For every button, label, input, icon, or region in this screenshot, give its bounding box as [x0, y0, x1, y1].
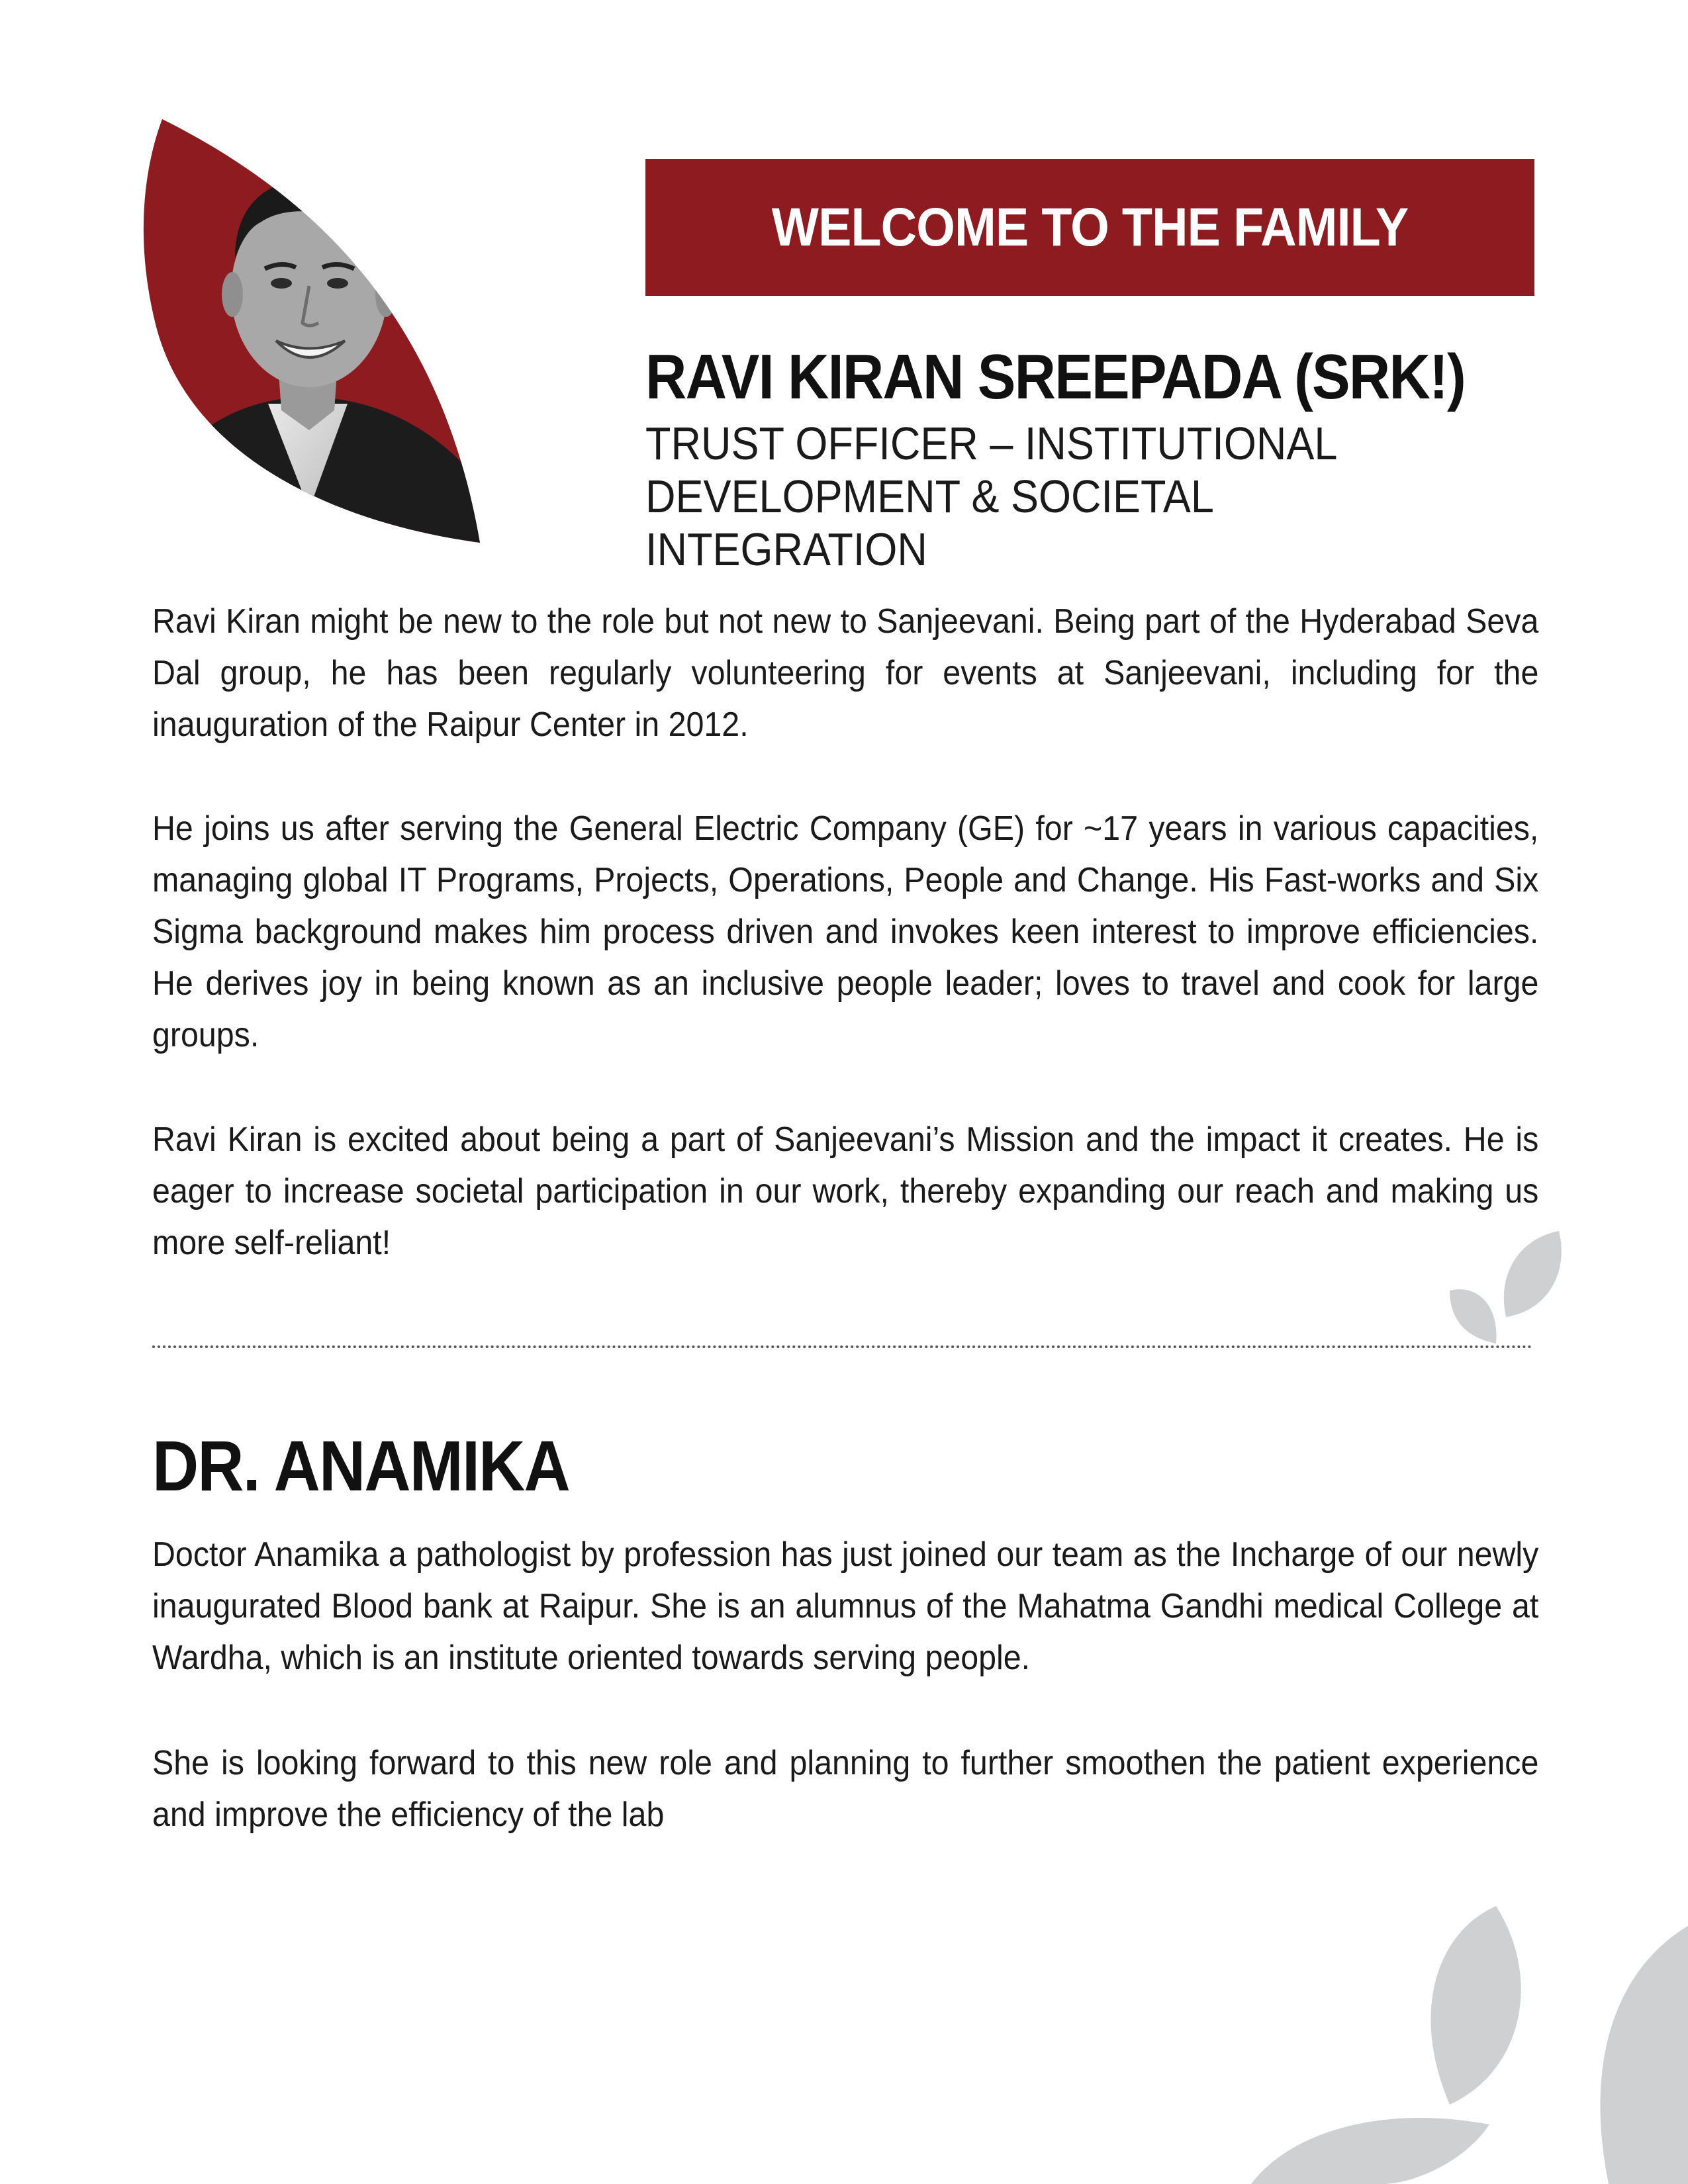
bio-paragraph-2: He joins us after serving the General Electric Company (GE) for ~17 years in various capacities, managing global IT Programs, Projects, Operations, People and Change. His Fast-works and Six Sigma background makes him process driven and invokes keen interest to improve efficiencies. He derives joy in being known as an inclusive people leader; loves to travel and cook for large groups. [152, 809, 1539, 1054]
person-role-line-1: TRUST OFFICER – INSTITUTIONAL [645, 418, 1338, 469]
section-divider [152, 1345, 1532, 1348]
anamika-paragraph-2: She is looking forward to this new role and planning to further smoothen the patient experience and improve the efficiency of the lab [152, 1744, 1539, 1834]
welcome-banner-label: WELCOME TO THE FAMILY [771, 197, 1409, 257]
bio-paragraph-3: Ravi Kiran is excited about being a part of Sanjeevani’s Mission and the impact it creates. He is eager to increase societal participation in our work, thereby expanding our reach and making us more self-reliant! [152, 1120, 1539, 1262]
person-role-line-2: DEVELOPMENT & SOCIETAL INTEGRATION [645, 471, 1213, 575]
person-role [645, 417, 1479, 576]
anamika-paragraph-1: Doctor Anamika a pathologist by profession has just joined our team as the Incharge of our newly inaugurated Blood bank at Raipur. She is an alumnus of the Mahatma Gandhi medical College at Wardha, which is an institute oriented towards serving people. [152, 1535, 1539, 1677]
welcome-banner [645, 159, 1534, 296]
section-heading: DR. ANAMIKA [152, 1426, 569, 1506]
bio-paragraph-1: Ravi Kiran might be new to the role but not new to Sanjeevani. Being part of the Hyderabad Seva Dal group, he has been regularly volunteering for events at Sanjeevani, including for the inauguration of the Raipur Center in 2012. [152, 602, 1539, 744]
person-name: RAVI KIRAN SREEPADA (SRK!) [645, 341, 1466, 412]
portrait-photo [136, 113, 506, 549]
leaf-icon [1443, 1218, 1575, 1350]
leaf-decoration [1211, 1906, 1688, 2184]
